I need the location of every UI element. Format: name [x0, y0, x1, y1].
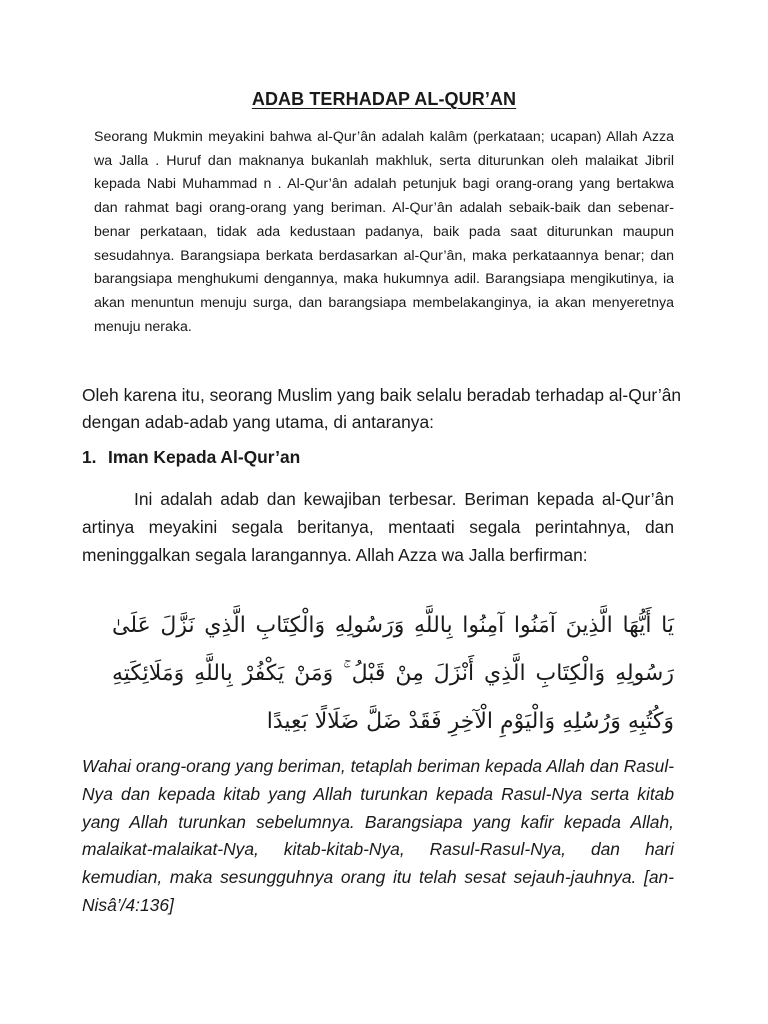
section-heading: [82, 447, 300, 468]
section-body-text: Ini adalah adab dan kewajiban terbesar. Beriman kepada al-Qur’ân artinya meyakini segala beritanya, mentaati segala perintahnya, dan meninggalkan segala larangannya. Allah Azza wa Jalla berfirman:: [82, 489, 674, 566]
document-title: ADAB TERHADAP AL-QUR’AN: [251, 89, 517, 109]
section-number: 1.: [82, 447, 97, 467]
section-body: [82, 485, 674, 570]
arabic-verse: يَا أَيُّهَا الَّذِينَ آمَنُوا آمِنُوا بِاللَّهِ وَرَسُولِهِ وَالْكِتَابِ الَّذِي نَزَّلَ عَلَىٰ رَسُولِهِ وَالْكِتَابِ الَّذِي أَنْزَلَ مِنْ قَبْلُ ۚ وَمَنْ يَكْفُرْ بِاللَّهِ وَمَلَائِكَتِهِ وَكُتُبِهِ وَرُسُلِهِ وَالْيَوْمِ الْآخِرِ فَقَدْ ضَلَّ ضَلَالًا بَعِيدًا: [112, 613, 674, 734]
lead-paragraph: Oleh karena itu, seorang Muslim yang baik selalu beradab terhadap al-Qur’ân dengan adab-adab yang utama, di antaranya:: [82, 385, 682, 432]
section-heading-text: Iman Kepada Al-Qur’an: [108, 447, 301, 467]
intro-paragraph: Seorang Mukmin meyakini bahwa al-Qur’ân adalah kalâm (perkataan; ucapan) Allah Azza wa Jalla . Huruf dan maknanya bukanlah makhluk, serta diturunkan oleh malaikat Jibril kepada Nabi Muhammad n . Al-Qur’ân adalah petunjuk bagi orang-orang yang bertakwa dan rahmat bagi orang-orang yang beriman. Al-Qur’ân adalah sebaik-baik dan sebenar-benar perkataan, tidak ada kedustaan padanya, baik pada saat diturunkan maupun sesudahnya. Barangsiapa berkata berdasarkan al-Qur’ân, maka perkataannya benar; dan barangsiapa menghukumi dengannya, maka hukumnya adil. Barangsiapa mengikutinya, ia akan menuntun menuju surga, dan barangsiapa membelakanginya, ia akan menyeretnya menuju neraka.: [94, 129, 674, 335]
verse-translation: Wahai orang-orang yang beriman, tetaplah beriman kepada Allah dan Rasul-Nya dan kepada kitab yang Allah turunkan kepada Rasul-Nya serta kitab yang Allah turunkan sebelumnya. Barangsiapa yang kafir kepada Allah, malaikat-malaikat-Nya, kitab-kitab-Nya, Rasul-Rasul-Nya, dan hari kemudian, maka sesungguhnya orang itu telah sesat sejauh-jauhnya. [an-Nisâ’/4:136]: [82, 756, 674, 915]
